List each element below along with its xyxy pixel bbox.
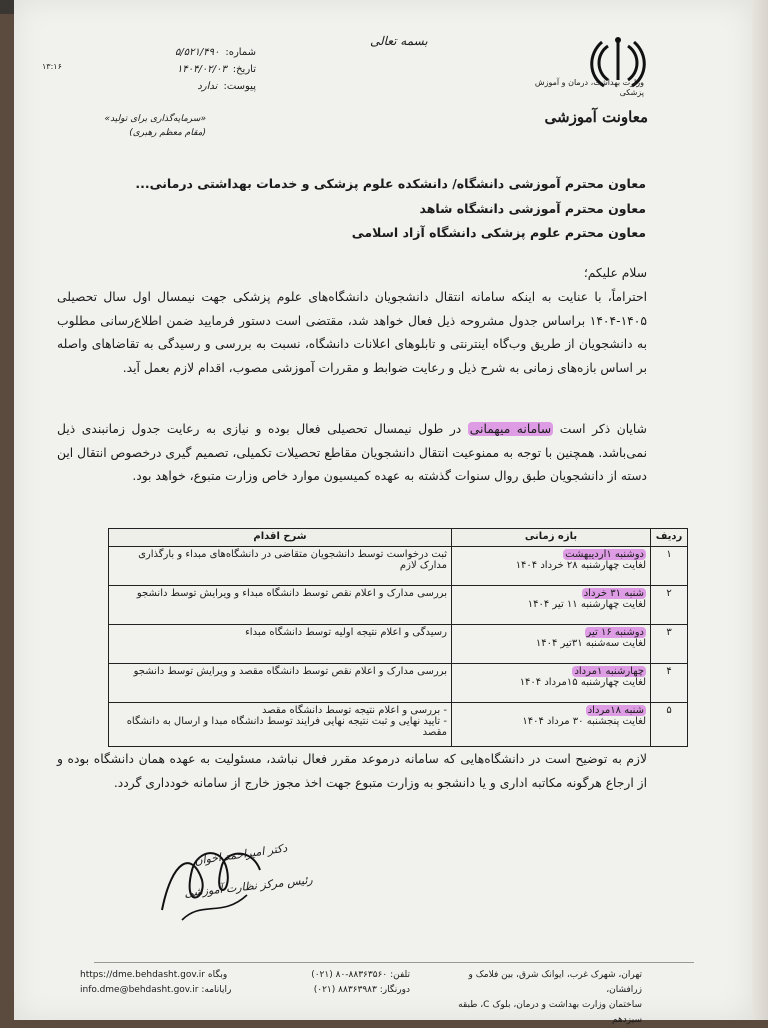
phone-label: تلفن: (390, 970, 410, 980)
addressee-3: معاون محترم علوم پزشکی دانشگاه آزاد اسلامی (351, 225, 646, 240)
highlighted-text: سامانه میهمانی (469, 422, 552, 436)
date-label: تاریخ: (232, 64, 256, 75)
number-label: شماره: (225, 47, 256, 58)
signatory-title: رئیس مرکز نظارت آموزشی (183, 873, 314, 900)
letter-page (14, 0, 752, 1025)
paragraph-2-rest: در طول نیمسال تحصیلی فعال بوده و نیازی به رعایت جدول زمانبندی ذیل نمی‌باشد. همچنین با توجه به ممنوعیت انتقال دانشجویان مقاطع تحصیلات تکمیلی، تصمیم گیری درخصوص انتقال این دسته از دانشجویان طبق روال سنوات گذشته به عهده کمیسیون موارد خاص وزارت متبوع، خواهد بود. (57, 422, 647, 483)
background-right (752, 0, 768, 1020)
row-description: - بررسی و اعلام نتیجه توسط دانشگاه مقصد - تایید نهایی و ثبت نتیجه نهایی فرایند توسط دانشگاه مبدا و ارسال به دانشگاه مقصد (109, 703, 452, 747)
motto (96, 112, 206, 140)
header-index: ردیف (651, 529, 688, 547)
ministry-name: وزارت بهداشت، درمان و آموزش پزشکی (534, 78, 644, 97)
row-description: رسیدگی و اعلام نتیجه اولیه توسط دانشگاه مبداء (109, 625, 452, 664)
addressee-1: معاون محترم آموزشی دانشگاه/ دانشکده علوم پزشکی و خدمات بهداشتی درمانی... (135, 176, 646, 191)
row-description: بررسی مدارک و اعلام نقص توسط دانشگاه مبداء و ویرایش توسط دانشجو (109, 586, 452, 625)
address-line-2: ساختمان وزارت بهداشت و درمان، بلوک C، طبقه سیزدهم (458, 1000, 642, 1025)
paragraph-3: لازم به توضیح است در دانشگاه‌هایی که سامانه درموعد مقرر فعال نباشد، مسئولیت به عهده همان دانشگاه بوده و از ارجاع هرگونه مکاتبه اداری و یا دانشجو به وزارت متبوع جهت اخذ مجوز خارج از سامانه خودداری گردد. (57, 752, 647, 790)
row-index: ۲ (651, 586, 688, 625)
table-row (109, 547, 688, 586)
side-code: ۱۳:۱۶ (42, 62, 62, 71)
email-label: رایانامه: (201, 985, 232, 995)
period-start: دوشنبه ۱۶ تیر (586, 627, 644, 638)
header-period: بازه زمانی (452, 529, 651, 547)
period-end: لغایت چهارشنبه ۱۱ تیر ۱۴۰۴ (527, 599, 646, 610)
footer-web (80, 968, 260, 998)
row-period (452, 586, 651, 625)
letter-meta (106, 44, 256, 95)
phone-value: ۸۸۳۶۳۵۶۰-۸۰ (۰۲۱) (311, 970, 388, 980)
row-index: ۵ (651, 703, 688, 747)
row-description: ثبت درخواست توسط دانشجویان متقاضی در دانشگاه‌های مبداء و بارگذاری مدارک لازم (109, 547, 452, 586)
table-header-row (109, 529, 688, 547)
paragraph-2-start: شایان ذکر است (559, 422, 647, 436)
motto-source: (مقام معظم رهبری) (129, 128, 206, 138)
table-row (109, 664, 688, 703)
table-row (109, 703, 688, 747)
footer-phones (270, 968, 410, 998)
row-period (452, 625, 651, 664)
row-period (452, 664, 651, 703)
address-line-1: تهران، شهرک غرب، ایوانک شرق، بین فلامک و زرافشان، (468, 970, 642, 995)
row-index: ۳ (651, 625, 688, 664)
period-start: دوشنبه ۱اردیبهشت (565, 549, 644, 560)
deputy-title: معاونت آموزشی (544, 108, 648, 126)
paragraph-2 (57, 418, 647, 489)
table-row (109, 625, 688, 664)
footer-address (442, 968, 642, 1028)
web-label: وبگاه (207, 970, 228, 980)
footer-divider (94, 962, 694, 963)
period-start: شنبه ۳۱ خرداد (583, 588, 644, 599)
motto-text: «سرمایه‌گذاری برای تولید» (104, 114, 206, 124)
web-value[interactable]: https://dme.behdasht.gov.ir (80, 970, 206, 980)
period-end: لغایت چهارشنبه ۲۸ خرداد ۱۴۰۴ (515, 560, 646, 571)
row-index: ۱ (651, 547, 688, 586)
row-period (452, 547, 651, 586)
period-end: لغایت سه‌شنبه ۳۱تیر ۱۴۰۴ (535, 638, 646, 649)
attachment-value: ندارد (197, 81, 218, 92)
table-row (109, 586, 688, 625)
period-end: لغایت پنجشنبه ۳۰ مرداد ۱۴۰۴ (522, 716, 646, 727)
header-description: شرح اقدام (109, 529, 452, 547)
period-start: شنبه ۱۸مرداد (587, 705, 644, 716)
row-description: بررسی مدارک و اعلام نقص توسط دانشگاه مقصد و ویرایش توسط دانشجو (109, 664, 452, 703)
addressee-2: معاون محترم آموزشی دانشگاه شاهد (419, 201, 646, 216)
email-value[interactable]: info.dme@behdasht.gov.ir (80, 985, 199, 995)
greeting: سلام علیکم؛ (583, 266, 647, 280)
basmaleh: بسمه تعالی (370, 34, 428, 48)
paragraph-1: احتراماً، با عنایت به اینکه سامانه انتقال دانشجویان دانشگاه‌های علوم پزشکی جهت نیمسال اول سال تحصیلی ۱۴۰۵-۱۴۰۴ براساس جدول مشروحه ذیل فعال خواهد شد، مقتضی است دستور فرمایید ضمن اطلاع‌رسانی مطلوب به دانشجویان از طریق وب‌گاه اینترنتی و تابلوهای اعلانات دانشگاه، نسبت به بررسی و رسیدگی به تقاضاهای واصله بر اساس بازه‌های زمانی به شرح ذیل و رعایت ضوابط و مقررات آموزشی مصوب، اقدام لازم بعمل آید. (57, 290, 647, 375)
schedule-table (108, 528, 688, 747)
attachment-label: پیوست: (223, 81, 256, 92)
fax-value: ۸۸۳۶۳۹۸۳ (۰۲۱) (313, 985, 377, 995)
period-end: لغایت چهارشنبه ۱۵مرداد ۱۴۰۴ (519, 677, 646, 688)
row-index: ۴ (651, 664, 688, 703)
row-period (452, 703, 651, 747)
fax-label: دورنگار: (379, 985, 410, 995)
signatory-name: دکتر امیراحمد اخوان (193, 841, 288, 868)
number-value: ۵/۵۲۱/۴۹۰ (175, 47, 220, 58)
period-start: چهارشنبه ۱مرداد (574, 666, 644, 677)
date-value: ۱۴۰۴/۰۲/۰۳ (177, 64, 227, 75)
